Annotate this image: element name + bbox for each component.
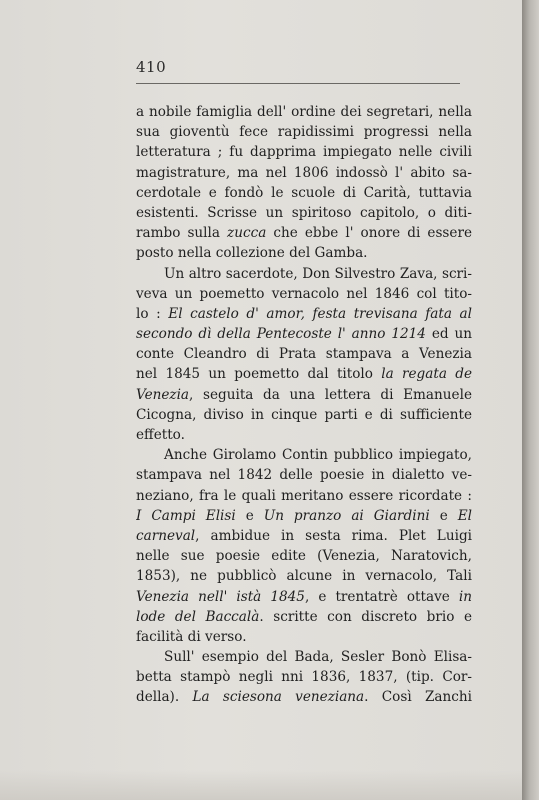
text-span: , e trentatrè ottave	[304, 588, 459, 605]
text-span: nel 1845 un poemetto dal titolo	[136, 366, 382, 383]
text-span: sua gioventù fece rapidissimi progressi nella	[136, 124, 472, 141]
text-line	[136, 526, 472, 546]
text-line	[136, 122, 472, 142]
text-line	[136, 284, 472, 304]
page-number: 410	[136, 58, 167, 76]
italic-text: Venezia nell' istà 1845	[136, 588, 305, 605]
text-line	[136, 304, 472, 324]
page-bottom-shade	[0, 770, 522, 800]
text-line	[136, 405, 472, 425]
italic-text: Un pranzo ai Giardini	[263, 507, 430, 524]
text-span: facilità di verso.	[136, 628, 247, 645]
text-line	[136, 546, 472, 566]
text-line	[136, 223, 472, 243]
italic-text: la regata de	[381, 366, 472, 383]
italic-text: carneval	[136, 527, 196, 544]
text-line	[136, 486, 472, 506]
text-span: che ebbe l' onore di essere	[266, 225, 472, 242]
text-span: della).	[136, 689, 193, 706]
italic-text: La sciesona veneziana	[192, 689, 365, 706]
text-span: effetto.	[136, 427, 185, 443]
italic-text: lode del Baccalà	[136, 608, 260, 625]
text-line	[136, 627, 472, 647]
text-span: stampava nel 1842 delle poesie in dialetto ve-	[136, 467, 472, 484]
text-span: , ambidue in sesta rima. Plet Luigi	[195, 527, 472, 544]
text-line	[136, 587, 472, 607]
text-line	[136, 687, 472, 707]
text-line	[136, 203, 472, 223]
page-edge-shadow	[522, 0, 539, 800]
text-span: e	[235, 507, 264, 524]
text-span: veva un poemetto vernacolo nel 1846 col tito-	[136, 285, 472, 302]
italic-text: secondo dì della Pentecoste l' anno 1214	[136, 326, 426, 343]
text-span: e	[429, 507, 458, 524]
text-span: . Così Zanchi	[364, 689, 472, 706]
text-line	[136, 647, 472, 667]
text-line	[136, 566, 472, 586]
text-span: a nobile famiglia dell' ordine dei segretari, nella	[136, 104, 472, 120]
text-line	[136, 667, 472, 687]
text-span: Un altro sacerdote, Don Silvestro Zava, scri-	[164, 265, 472, 282]
italic-text: in	[458, 588, 472, 605]
text-line	[136, 324, 472, 344]
text-span: , seguita da una lettera di Emanuele	[189, 386, 472, 403]
text-span: . scritte con discreto brio e	[259, 608, 472, 625]
text-span: Cicogna, diviso in cinque parti e di sufficiente	[136, 406, 472, 423]
text-line	[136, 607, 472, 627]
text-line	[136, 385, 472, 405]
text-span: neziano, fra le quali meritano essere ricordate :	[136, 487, 472, 504]
text-span: magistrature, ma nel 1806 indossò l' abito sa-	[136, 164, 472, 181]
text-line	[136, 425, 472, 445]
italic-text: zucca	[227, 225, 267, 242]
text-span: conte Cleandro di Prata stampava a Venezia	[136, 346, 472, 363]
text-line	[136, 364, 472, 384]
text-span: betta stampò negli nni 1836, 1837, (tip. Cor-	[136, 669, 472, 686]
text-span: lo :	[136, 305, 169, 322]
italic-text: Venezia	[136, 386, 190, 403]
text-span: nelle sue poesie edite (Venezia, Naratovich,	[136, 548, 472, 565]
text-span: Anche Girolamo Contin pubblico impiegato,	[164, 447, 472, 464]
text-span: cerdotale e fondò le scuole di Carità, tuttavia	[136, 184, 472, 201]
text-line	[136, 243, 472, 263]
italic-text: El	[457, 507, 472, 524]
text-line	[136, 102, 472, 122]
text-span: letteratura ; fu dapprima impiegato nelle civili	[136, 144, 472, 161]
text-span: ed un	[425, 326, 472, 343]
header-rule	[136, 83, 460, 84]
text-line	[136, 506, 472, 526]
text-span: esistenti. Scrisse un spiritoso capitolo, o diti-	[136, 204, 472, 221]
text-line	[136, 163, 472, 183]
text-line	[136, 445, 472, 465]
body-text	[136, 102, 472, 708]
text-line	[136, 142, 472, 162]
italic-text: El castelo d' amor, festa trevisana fata al	[168, 305, 472, 322]
text-span: 1853), ne pubblicò alcune in vernacolo, Tali	[136, 568, 472, 585]
text-line	[136, 264, 472, 284]
text-line	[136, 183, 472, 203]
text-span: posto nella collezione del Gamba.	[136, 245, 368, 262]
text-line	[136, 465, 472, 485]
text-span: rambo sulla	[136, 225, 228, 242]
text-span: Sull' esempio del Bada, Sesler Bonò Elisa-	[164, 649, 472, 666]
text-line	[136, 344, 472, 364]
italic-text: I Campi Elisi	[136, 507, 236, 524]
